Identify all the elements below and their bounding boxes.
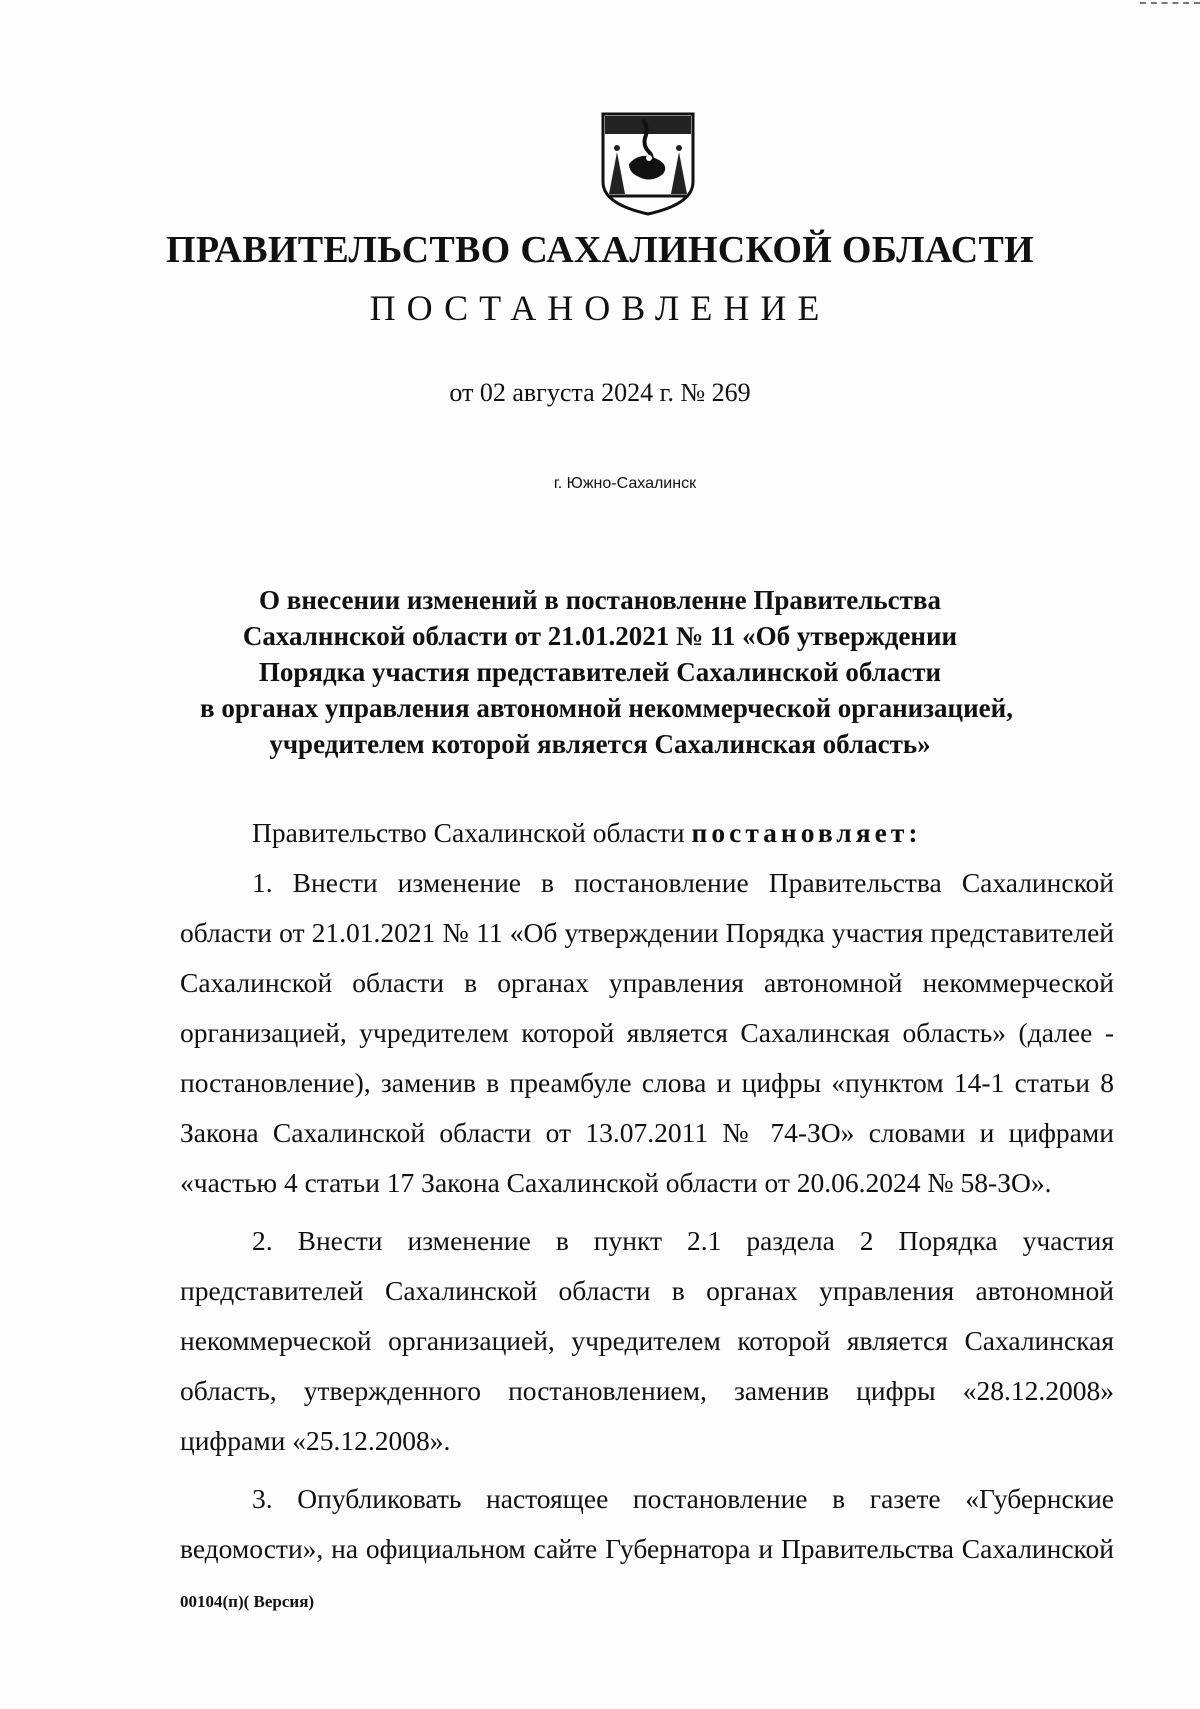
scan-edge-mark bbox=[1140, 2, 1200, 4]
body-paragraph-3: 3. Опубликовать настоящее постановление в газете «Губернские ведомости», на официальном сайте Губернатора и Правительства Сахалинской bbox=[180, 1483, 1114, 1564]
document-body bbox=[180, 808, 1114, 1574]
footer-form-code: 00104(п)( Версия) bbox=[180, 1592, 315, 1611]
subject-line: Сахалннской области от 21.01.2021 № 11 «Об утверждении bbox=[242, 621, 958, 651]
sakhalin-coat-of-arms-icon bbox=[599, 112, 697, 216]
document-city bbox=[0, 475, 1200, 493]
government-title: ПРАВИТЕЛЬСТВО САХАЛИНСКОЙ ОБЛАСТИ bbox=[166, 229, 1034, 271]
subject-line: в органах управления автономной некоммерческой организацией, bbox=[200, 693, 1013, 723]
subject-line: Порядка участия представителей Сахалинской области bbox=[258, 657, 942, 687]
body-paragraph-1: 1. Внести изменение в постановление Правительства Сахалинской области от 21.01.2021 № 11 «Об утверждении Порядка участия представителей Сахалинской области в органах управления автономной некоммерческой организацией, учредителем которой является Сахалинская область» (далее - постановление), заменив в преамбуле слова и цифры «пунктом 14-1 статьи 8 Закона Сахалинской области от 13.07.2011 № 74-ЗО» словами и цифрами «частью 4 статьи 17 Закона Сахалинской области от 20.06.2024 № 58-ЗО». bbox=[180, 867, 1114, 1198]
subject-line: учредителем которой является Сахалинская область» bbox=[269, 729, 931, 759]
document-subject bbox=[200, 582, 1013, 762]
document-date-number: от 02 августа 2024 г. № 269 bbox=[449, 378, 751, 407]
preamble-paragraph bbox=[180, 808, 1114, 858]
subject-line: О внесении изменений в постановленне Правительства bbox=[259, 585, 941, 615]
body-paragraph-2: 2. Внести изменение в пункт 2.1 раздела 2 Порядка участия представителей Сахалинской области в органах управления автономной некоммерческой организацией, учредителем которой является Сахалинская область, утвержденного постановлением, заменив цифры «28.12.2008» цифрами «25.12.2008». bbox=[180, 1225, 1114, 1456]
preamble-text: Правительство Сахалинской области bbox=[252, 817, 692, 848]
document-kind-title: ПОСТАНОВЛЕНИЕ bbox=[369, 288, 831, 328]
preamble-verb: постановляет: bbox=[691, 817, 922, 848]
city-label: г. Южно-Сахалинск bbox=[553, 475, 697, 492]
